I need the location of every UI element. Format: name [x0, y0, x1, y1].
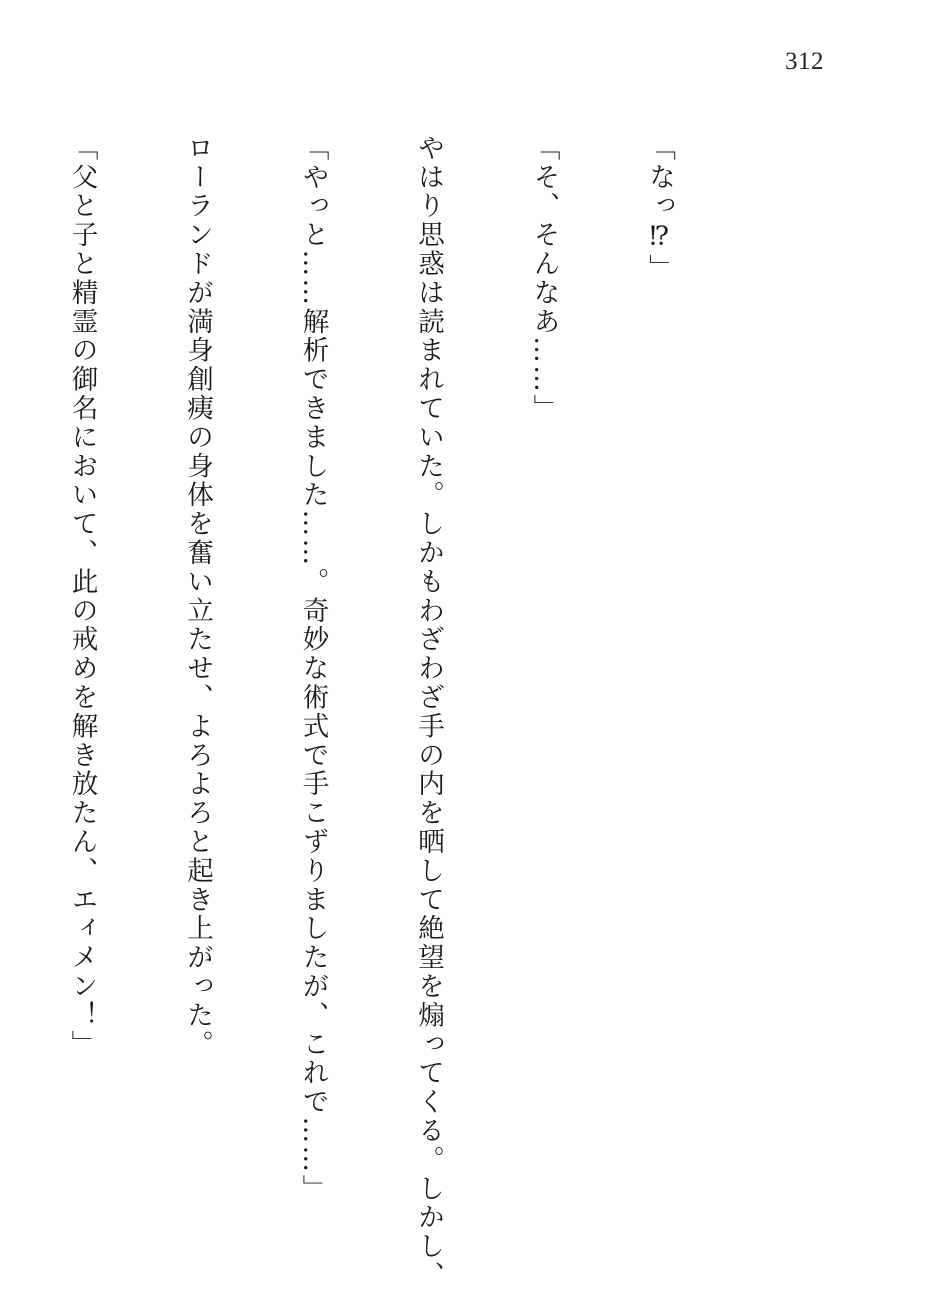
text-line-6: 「父と子と精霊の御名において、此の戒めを解き放たん、エィメン！」 — [66, 134, 98, 1059]
text-line-3: やはり思惑は読まれていた。しかもわざわざ手の内を晒して絶望を煽ってくる。しかし、 — [413, 134, 444, 1290]
text-line-1: 「なっ⁉」 — [644, 134, 675, 283]
page-number: 312 — [785, 48, 824, 75]
text-line-2: 「そ、そんなあ……」 — [528, 134, 560, 423]
text-line-5: ローランドが満身創痍の身体を奮い立たせ、よろよろと起き上がった。 — [182, 134, 213, 1059]
body-text — [66, 134, 755, 1290]
text-line-4: 「やっと……解析できました……。奇妙な術式で手こずりましたが、これで……」 — [297, 134, 329, 1204]
